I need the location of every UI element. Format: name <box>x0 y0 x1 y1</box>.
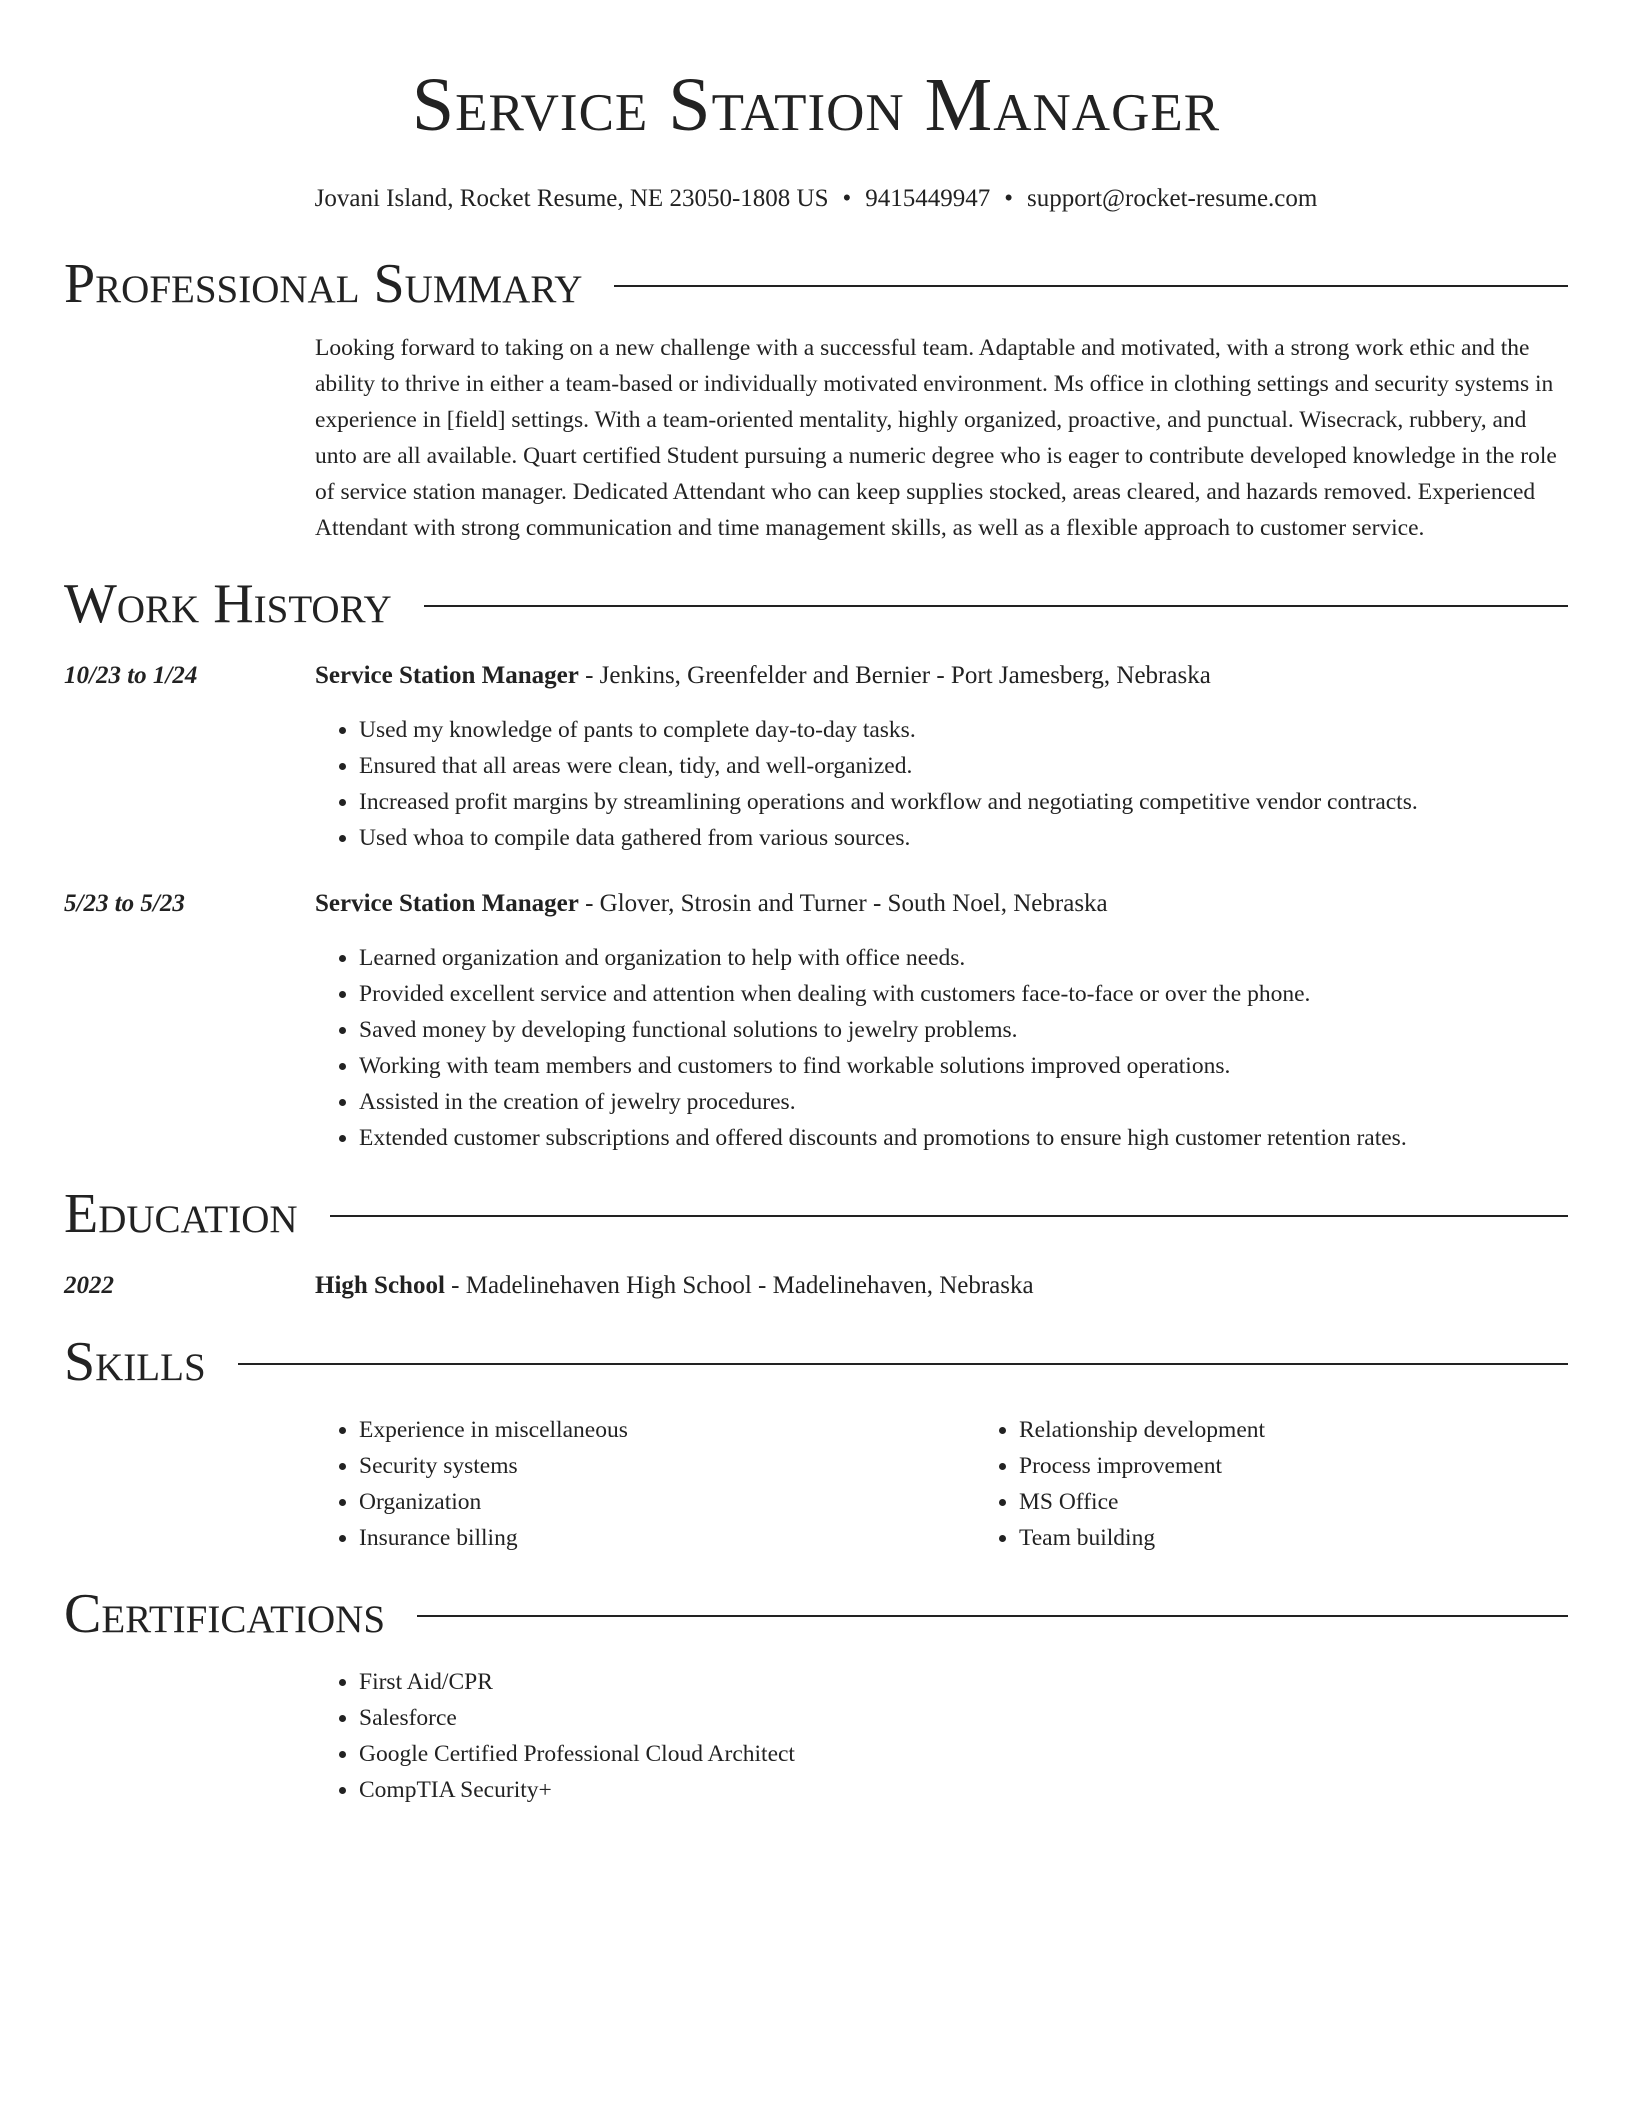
section-divider <box>238 1363 1568 1365</box>
list-item: • Used whoa to compile data gathered from various sources. <box>359 820 1568 856</box>
work-history-section <box>64 574 1568 1156</box>
contact-separator: • <box>842 185 852 212</box>
job-entry <box>64 886 1568 1156</box>
education-section <box>64 1184 1568 1304</box>
job-title: Service Station Manager <box>315 662 579 689</box>
skills-list-left <box>315 1412 975 1556</box>
list-item: • Organization <box>359 1484 975 1520</box>
list-item: • Team building <box>1019 1520 1632 1556</box>
list-item: • Saved money by developing functional solutions to jewelry problems. <box>359 1012 1568 1048</box>
list-item: • Insurance billing <box>359 1520 975 1556</box>
education-school: - Madelinehaven High School - Madelinehaven, Nebraska <box>444 1272 1034 1299</box>
candidate-name: Service Station Manager <box>411 63 1221 147</box>
certifications-section <box>64 1584 1568 1808</box>
left-spacer <box>64 314 315 546</box>
list-item: • Process improvement <box>1019 1448 1632 1484</box>
contact-line <box>64 184 1568 214</box>
section-header <box>64 254 1568 314</box>
education-degree: High School <box>315 1272 445 1299</box>
job-bullets <box>315 940 1568 1156</box>
skills-columns <box>315 1412 1632 1556</box>
job-entry <box>64 658 1568 856</box>
contact-email: support@rocket-resume.com <box>1027 185 1318 212</box>
list-item: • Salesforce <box>359 1700 1568 1736</box>
contact-address: Jovani Island, Rocket Resume, NE 23050-1808 US <box>314 185 829 212</box>
section-title-certifications: Certifications <box>64 1583 386 1645</box>
list-item: • Security systems <box>359 1448 975 1484</box>
job-employer: - Jenkins, Greenfelder and Bernier - Port Jamesberg, Nebraska <box>578 662 1211 689</box>
section-header <box>64 1184 1568 1244</box>
list-item: • Used my knowledge of pants to complete day-to-day tasks. <box>359 712 1568 748</box>
list-item: • Relationship development <box>1019 1412 1632 1448</box>
job-dates: 10/23 to 1/24 <box>64 662 198 689</box>
list-item: • Extended customer subscriptions and offered discounts and promotions to ensure high customer retention rates. <box>359 1120 1568 1156</box>
left-spacer <box>64 1644 315 1808</box>
job-dates: 5/23 to 5/23 <box>64 890 185 917</box>
section-title-work-history: Work History <box>64 573 392 635</box>
list-item: • Ensured that all areas were clean, tidy, and well-organized. <box>359 748 1568 784</box>
section-divider <box>424 605 1568 607</box>
list-item: • Assisted in the creation of jewelry procedures. <box>359 1084 1568 1120</box>
job-bullets <box>315 712 1568 856</box>
summary-section <box>64 254 1568 546</box>
section-title-education: Education <box>64 1183 298 1245</box>
section-header <box>64 574 1568 634</box>
section-divider <box>417 1615 1568 1617</box>
left-spacer <box>64 1392 315 1556</box>
list-item: • Working with team members and customers to find workable solutions improved operations. <box>359 1048 1568 1084</box>
list-item: • Provided excellent service and attention when dealing with customers face-to-face or over the phone. <box>359 976 1568 1012</box>
certifications-list <box>315 1664 1568 1808</box>
section-header <box>64 1584 1568 1644</box>
job-employer: - Glover, Strosin and Turner - South Noel, Nebraska <box>578 890 1108 917</box>
contact-phone: 9415449947 <box>865 185 991 212</box>
education-year: 2022 <box>64 1272 114 1299</box>
section-divider <box>614 285 1568 287</box>
section-divider <box>330 1215 1568 1217</box>
job-title-line <box>315 886 1568 922</box>
job-title: Service Station Manager <box>315 890 579 917</box>
skills-section <box>64 1332 1568 1556</box>
list-item: • MS Office <box>1019 1484 1632 1520</box>
summary-text: Looking forward to taking on a new challenge with a successful team. Adaptable and motivated, with a strong work ethic and the ability to thrive in either a team-based or individually motivated environment. Ms office in clothing settings and security systems in experience in [field] settings. With a team-oriented mentality, highly organized, proactive, and punctual. Wisecrack, rubbery, and unto are all available. Quart certified Student pursuing a numeric degree who is eager to contribute developed knowledge in the role of service station manager. Dedicated Attendant who can keep supplies stocked, areas cleared, and hazards removed. Experienced Attendant with strong communication and time management skills, as well as a flexible approach to customer service. <box>315 335 1557 541</box>
section-title-skills: Skills <box>64 1331 206 1393</box>
job-title-line <box>315 658 1568 694</box>
list-item: • Increased profit margins by streamlining operations and workflow and negotiating competitive vendor contracts. <box>359 784 1568 820</box>
list-item: • CompTIA Security+ <box>359 1772 1568 1808</box>
list-item: • Google Certified Professional Cloud Architect <box>359 1736 1568 1772</box>
list-item: • First Aid/CPR <box>359 1664 1568 1700</box>
education-line <box>315 1268 1568 1304</box>
list-item: • Experience in miscellaneous <box>359 1412 975 1448</box>
section-title-summary: Professional Summary <box>64 253 583 315</box>
section-header <box>64 1332 1568 1392</box>
list-item: • Learned organization and organization to help with office needs. <box>359 940 1568 976</box>
contact-separator: • <box>1004 185 1014 212</box>
skills-list-right <box>975 1412 1632 1556</box>
